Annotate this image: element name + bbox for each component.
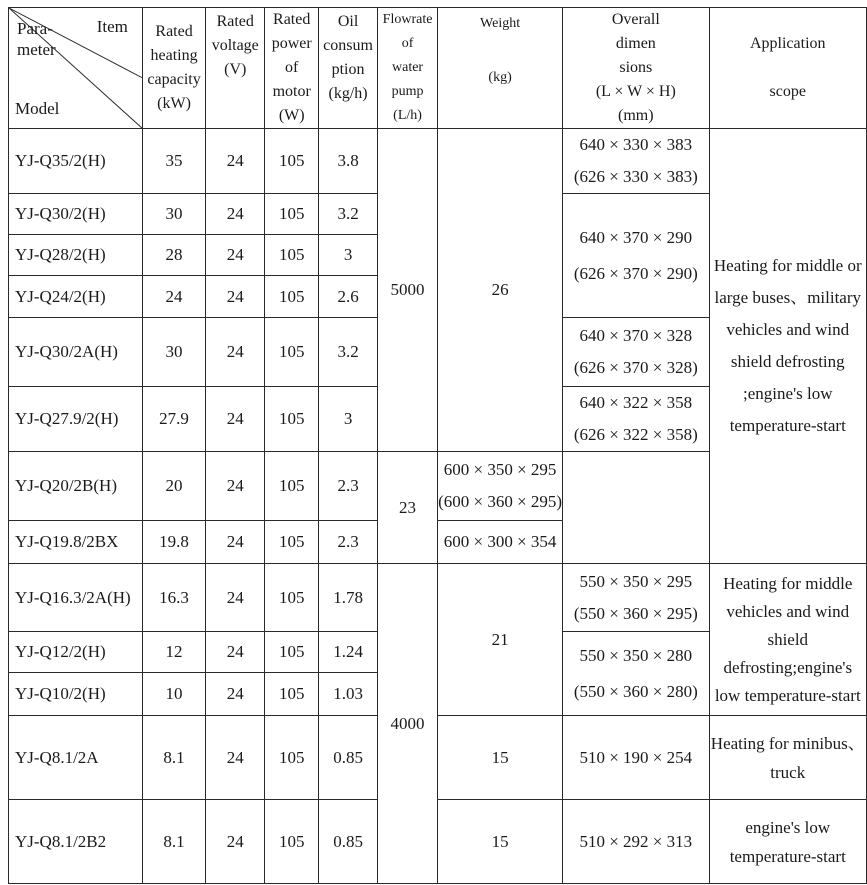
cell-application-scope: Heating for minibus、truck bbox=[709, 716, 866, 800]
cell-weight: 15 bbox=[438, 800, 563, 884]
cell-model: YJ-Q10/2(H) bbox=[9, 673, 143, 716]
cell-capacity: 30 bbox=[142, 194, 205, 235]
header-flowrate-of-water-pump: Flowrate of water pump (L/h) bbox=[378, 8, 438, 129]
cell-voltage: 24 bbox=[206, 521, 265, 564]
cell-capacity: 8.1 bbox=[142, 716, 205, 800]
header-rated-power-of-motor: Rated power of motor (W) bbox=[265, 8, 319, 129]
cell-capacity: 8.1 bbox=[142, 800, 205, 884]
cell-dimensions: 550 × 350 × 295 (550 × 360 × 295) bbox=[563, 564, 709, 632]
header-oil-consumption: Oil consum ption (kg/h) bbox=[319, 8, 378, 129]
cell-model: YJ-Q24/2(H) bbox=[9, 276, 143, 318]
cell-model: YJ-Q19.8/2BX bbox=[9, 521, 143, 564]
cell-flowrate: 4000 bbox=[378, 564, 438, 884]
cell-power: 105 bbox=[265, 276, 319, 318]
cell-oil-consumption: 3.2 bbox=[319, 318, 378, 387]
cell-power: 105 bbox=[265, 318, 319, 387]
cell-voltage: 24 bbox=[206, 564, 265, 632]
cell-oil-consumption: 2.3 bbox=[319, 521, 378, 564]
cell-model: YJ-Q35/2(H) bbox=[9, 129, 143, 194]
cell-voltage: 24 bbox=[206, 452, 265, 521]
cell-power: 105 bbox=[265, 194, 319, 235]
cell-voltage: 24 bbox=[206, 129, 265, 194]
cell-capacity: 16.3 bbox=[142, 564, 205, 632]
cell-capacity: 24 bbox=[142, 276, 205, 318]
cell-flowrate: 5000 bbox=[378, 129, 438, 452]
cell-power: 105 bbox=[265, 716, 319, 800]
cell-oil-consumption: 0.85 bbox=[319, 716, 378, 800]
corner-parameter-label: Para- meter bbox=[17, 19, 56, 59]
cell-capacity: 27.9 bbox=[142, 387, 205, 452]
cell-capacity: 35 bbox=[142, 129, 205, 194]
corner-model-label: Model bbox=[15, 99, 60, 118]
cell-power: 105 bbox=[265, 521, 319, 564]
cell-capacity: 12 bbox=[142, 632, 205, 673]
cell-dimensions: 510 × 292 × 313 bbox=[563, 800, 709, 884]
cell-power: 105 bbox=[265, 564, 319, 632]
cell-power: 105 bbox=[265, 673, 319, 716]
cell-dimensions: 510 × 190 × 254 bbox=[563, 716, 709, 800]
cell-weight: 21 bbox=[438, 564, 563, 716]
cell-dimensions: 550 × 350 × 280 (550 × 360 × 280) bbox=[563, 632, 709, 716]
cell-weight: 15 bbox=[438, 716, 563, 800]
header-weight: Weight (kg) bbox=[438, 8, 563, 129]
cell-power: 105 bbox=[265, 129, 319, 194]
header-rated-voltage: Rated voltage (V) bbox=[206, 8, 265, 129]
cell-dimensions: 600 × 300 × 354 bbox=[438, 521, 563, 564]
cell-voltage: 24 bbox=[206, 800, 265, 884]
cell-model: YJ-Q12/2(H) bbox=[9, 632, 143, 673]
cell-power: 105 bbox=[265, 235, 319, 276]
header-overall-dimensions: Overall dimen sions (L × W × H) (mm) bbox=[563, 8, 709, 129]
cell-dimensions: 640 × 370 × 328 (626 × 370 × 328) bbox=[563, 318, 709, 387]
corner-header-cell bbox=[9, 8, 143, 129]
header-rated-heating-capacity: Rated heating capacity (kW) bbox=[142, 8, 205, 129]
cell-power: 105 bbox=[265, 452, 319, 521]
cell-application-scope: engine's low temperature-start bbox=[709, 800, 866, 884]
cell-dimensions: 640 × 322 × 358 (626 × 322 × 358) bbox=[563, 387, 709, 452]
cell-power: 105 bbox=[265, 387, 319, 452]
cell-oil-consumption: 0.85 bbox=[319, 800, 378, 884]
cell-model: YJ-Q16.3/2A(H) bbox=[9, 564, 143, 632]
header-application-scope: Application scope bbox=[709, 8, 866, 129]
cell-oil-consumption: 1.24 bbox=[319, 632, 378, 673]
cell-dimensions: 640 × 370 × 290 (626 × 370 × 290) bbox=[563, 194, 709, 318]
cell-capacity: 10 bbox=[142, 673, 205, 716]
cell-weight: 23 bbox=[378, 452, 438, 564]
cell-oil-consumption: 3.8 bbox=[319, 129, 378, 194]
cell-model: YJ-Q30/2A(H) bbox=[9, 318, 143, 387]
cell-capacity: 20 bbox=[142, 452, 205, 521]
cell-model: YJ-Q27.9/2(H) bbox=[9, 387, 143, 452]
cell-oil-consumption: 2.6 bbox=[319, 276, 378, 318]
cell-voltage: 24 bbox=[206, 716, 265, 800]
cell-power: 105 bbox=[265, 800, 319, 884]
cell-oil-consumption: 2.3 bbox=[319, 452, 378, 521]
cell-model: YJ-Q28/2(H) bbox=[9, 235, 143, 276]
cell-oil-consumption: 3.2 bbox=[319, 194, 378, 235]
cell-weight: 26 bbox=[438, 129, 563, 452]
cell-model: YJ-Q20/2B(H) bbox=[9, 452, 143, 521]
cell-capacity: 30 bbox=[142, 318, 205, 387]
cell-application-scope: Heating for middle or large buses、military vehicles and wind shield defrosting ;engine's low temperature-start bbox=[709, 129, 866, 564]
cell-voltage: 24 bbox=[206, 387, 265, 452]
cell-power: 105 bbox=[265, 632, 319, 673]
cell-model: YJ-Q30/2(H) bbox=[9, 194, 143, 235]
specification-table bbox=[8, 7, 867, 884]
cell-voltage: 24 bbox=[206, 673, 265, 716]
cell-voltage: 24 bbox=[206, 318, 265, 387]
cell-oil-consumption: 1.03 bbox=[319, 673, 378, 716]
cell-dimensions: 640 × 330 × 383 (626 × 330 × 383) bbox=[563, 129, 709, 194]
cell-voltage: 24 bbox=[206, 632, 265, 673]
cell-oil-consumption: 3 bbox=[319, 387, 378, 452]
cell-voltage: 24 bbox=[206, 194, 265, 235]
cell-application-scope: Heating for middle vehicles and wind shield defrosting;engine's low temperature-start bbox=[709, 564, 866, 716]
cell-capacity: 19.8 bbox=[142, 521, 205, 564]
cell-capacity: 28 bbox=[142, 235, 205, 276]
cell-oil-consumption: 1.78 bbox=[319, 564, 378, 632]
cell-voltage: 24 bbox=[206, 235, 265, 276]
cell-dimensions: 600 × 350 × 295 (600 × 360 × 295) bbox=[438, 452, 563, 521]
cell-model: YJ-Q8.1/2B2 bbox=[9, 800, 143, 884]
cell-model: YJ-Q8.1/2A bbox=[9, 716, 143, 800]
corner-item-label: Item bbox=[96, 17, 128, 36]
cell-oil-consumption: 3 bbox=[319, 235, 378, 276]
cell-voltage: 24 bbox=[206, 276, 265, 318]
